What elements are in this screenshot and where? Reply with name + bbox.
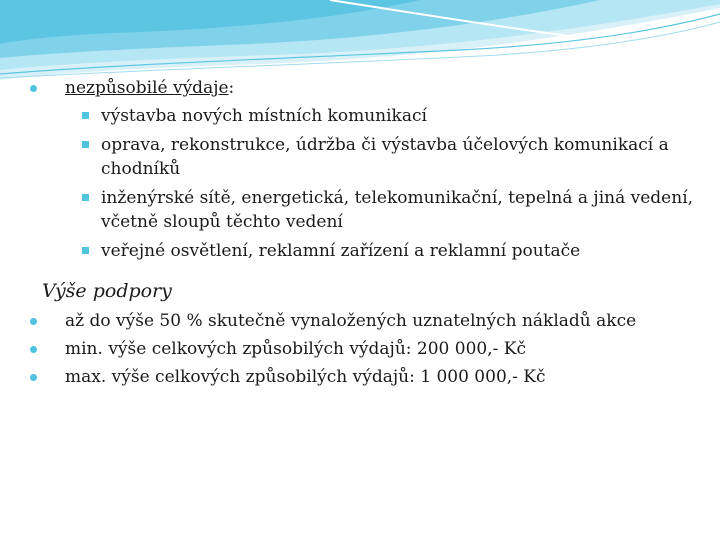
- slide-content: [28, 76, 698, 393]
- bullet-dot-icon: [30, 318, 37, 325]
- list-item-text: výstavba nových místních komunikací: [101, 106, 427, 126]
- list-item: [28, 365, 698, 389]
- list-item-text: min. výše celkových způsobilých výdajů: 200 000,- Kč: [65, 339, 526, 359]
- bullet-square-icon: [82, 112, 89, 119]
- list-item-text: oprava, rekonstrukce, údržba či výstavba účelových komunikací a chodníků: [101, 135, 669, 179]
- section-title: nezpůsobilé výdaje: [65, 78, 229, 98]
- list-item: [28, 104, 698, 128]
- list-item: [28, 186, 698, 234]
- list-item: [28, 239, 698, 263]
- bullet-square-icon: [82, 141, 89, 148]
- list-item: [28, 337, 698, 361]
- list-item-text: inženýrské sítě, energetická, telekomunikační, tepelná a jiná vedení, včetně sloupů těchto vedení: [101, 188, 694, 232]
- list-item: [28, 133, 698, 181]
- bullet-square-icon: [82, 194, 89, 201]
- bullet-dot-icon: [30, 374, 37, 381]
- bullet-dot-icon: [30, 85, 37, 92]
- list-item-text: max. výše celkových způsobilých výdajů: 1 000 000,- Kč: [65, 367, 546, 387]
- section-heading-support: Výše podpory: [42, 280, 172, 302]
- bullet-square-icon: [82, 247, 89, 254]
- list-item: [28, 309, 698, 333]
- list-item-text: veřejné osvětlení, reklamní zařízení a reklamní poutače: [101, 241, 581, 261]
- section-title-suffix: :: [228, 78, 235, 98]
- list-item-ineligible-expenses: [28, 76, 698, 100]
- bullet-dot-icon: [30, 346, 37, 353]
- list-item-text: až do výše 50 % skutečně vynaložených uznatelných nákladů akce: [65, 311, 637, 331]
